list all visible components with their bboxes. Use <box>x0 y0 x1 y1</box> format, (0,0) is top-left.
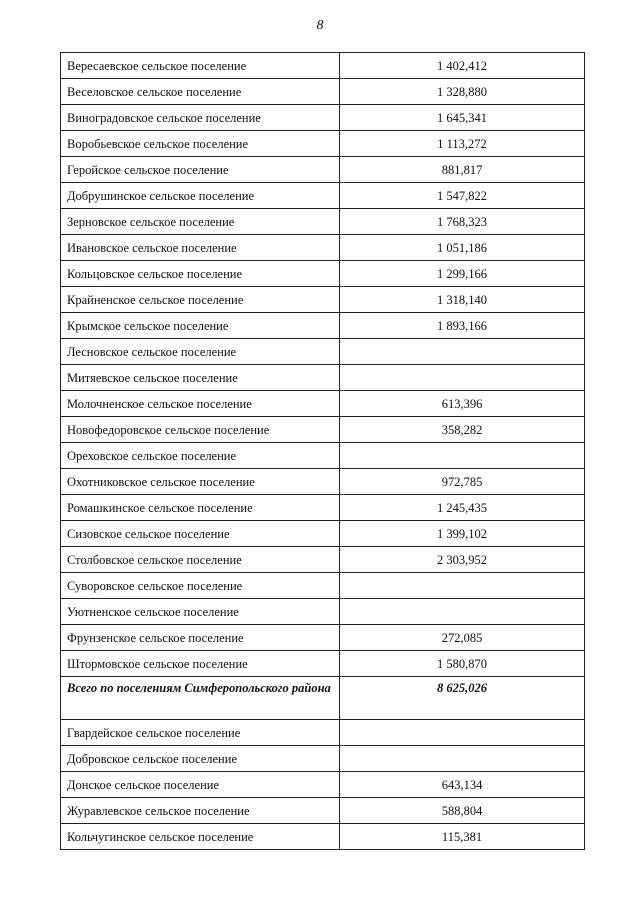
settlement-value <box>340 443 585 469</box>
settlement-value: 1 402,412 <box>340 53 585 79</box>
settlement-value: 1 893,166 <box>340 313 585 339</box>
settlement-value <box>340 746 585 772</box>
settlement-name: Гвардейское сельское поселение <box>61 720 340 746</box>
table-row <box>61 105 585 131</box>
table-row <box>61 131 585 157</box>
settlement-name: Журавлевское сельское поселение <box>61 798 340 824</box>
settlement-name: Крайненское сельское поселение <box>61 287 340 313</box>
settlement-value <box>340 599 585 625</box>
table-row <box>61 235 585 261</box>
settlement-name: Вересаевское сельское поселение <box>61 53 340 79</box>
settlement-name: Столбовское сельское поселение <box>61 547 340 573</box>
settlement-name: Веселовское сельское поселение <box>61 79 340 105</box>
settlement-value: 1 318,140 <box>340 287 585 313</box>
table-row <box>61 720 585 746</box>
settlement-value <box>340 365 585 391</box>
settlement-name: Суворовское сельское поселение <box>61 573 340 599</box>
table-row <box>61 443 585 469</box>
settlement-value: 588,804 <box>340 798 585 824</box>
table-row <box>61 599 585 625</box>
settlement-name: Новофедоровское сельское поселение <box>61 417 340 443</box>
settlements-table <box>60 52 585 850</box>
settlement-value: 1 245,435 <box>340 495 585 521</box>
settlement-value: 1 645,341 <box>340 105 585 131</box>
settlement-value: 1 051,186 <box>340 235 585 261</box>
table-row <box>61 824 585 850</box>
settlement-value: 1 547,822 <box>340 183 585 209</box>
table-row <box>61 339 585 365</box>
settlement-value: 2 303,952 <box>340 547 585 573</box>
settlement-value: 1 768,323 <box>340 209 585 235</box>
settlement-name: Зерновское сельское поселение <box>61 209 340 235</box>
table-row <box>61 313 585 339</box>
table-row <box>61 183 585 209</box>
total-row <box>61 677 585 720</box>
table-row <box>61 547 585 573</box>
settlement-name: Ивановское сельское поселение <box>61 235 340 261</box>
settlement-name: Ореховское сельское поселение <box>61 443 340 469</box>
settlement-value <box>340 720 585 746</box>
settlement-value: 115,381 <box>340 824 585 850</box>
settlement-name: Донское сельское поселение <box>61 772 340 798</box>
settlement-name: Митяевское сельское поселение <box>61 365 340 391</box>
settlement-value: 972,785 <box>340 469 585 495</box>
settlement-name: Добровское сельское поселение <box>61 746 340 772</box>
table-row <box>61 798 585 824</box>
settlement-name: Уютненское сельское поселение <box>61 599 340 625</box>
settlement-name: Фрунзенское сельское поселение <box>61 625 340 651</box>
table-row <box>61 772 585 798</box>
page-number: 8 <box>316 18 324 33</box>
settlement-name: Охотниковское сельское поселение <box>61 469 340 495</box>
table-row <box>61 417 585 443</box>
table-body <box>61 53 585 850</box>
table-row <box>61 651 585 677</box>
table-row <box>61 521 585 547</box>
settlement-name: Молочненское сельское поселение <box>61 391 340 417</box>
settlement-name: Добрушинское сельское поселение <box>61 183 340 209</box>
settlement-name: Штормовское сельское поселение <box>61 651 340 677</box>
settlement-value: 1 328,880 <box>340 79 585 105</box>
table-row <box>61 261 585 287</box>
settlement-value: 1 399,102 <box>340 521 585 547</box>
table-row <box>61 365 585 391</box>
table-row <box>61 573 585 599</box>
table-row <box>61 157 585 183</box>
settlement-value <box>340 573 585 599</box>
table-row <box>61 469 585 495</box>
table-row <box>61 625 585 651</box>
settlement-value: 272,085 <box>340 625 585 651</box>
table-row <box>61 746 585 772</box>
settlement-name: Кольцовское сельское поселение <box>61 261 340 287</box>
settlement-value: 1 299,166 <box>340 261 585 287</box>
settlement-name: Сизовское сельское поселение <box>61 521 340 547</box>
settlement-value: 1 113,272 <box>340 131 585 157</box>
settlement-name: Геройское сельское поселение <box>61 157 340 183</box>
total-label: Всего по поселениям Симферопольского района <box>61 677 340 720</box>
table-row <box>61 53 585 79</box>
settlement-name: Лесновское сельское поселение <box>61 339 340 365</box>
settlement-name: Ромашкинское сельское поселение <box>61 495 340 521</box>
settlement-name: Крымское сельское поселение <box>61 313 340 339</box>
table-row <box>61 287 585 313</box>
settlement-value <box>340 339 585 365</box>
settlement-value: 881,817 <box>340 157 585 183</box>
settlement-name: Кольчугинское сельское поселение <box>61 824 340 850</box>
settlement-name: Воробьевское сельское поселение <box>61 131 340 157</box>
settlement-value: 613,396 <box>340 391 585 417</box>
table-row <box>61 79 585 105</box>
table-row <box>61 495 585 521</box>
settlement-value: 358,282 <box>340 417 585 443</box>
settlement-name: Виноградовское сельское поселение <box>61 105 340 131</box>
settlement-value: 1 580,870 <box>340 651 585 677</box>
table-row <box>61 209 585 235</box>
total-value: 8 625,026 <box>340 677 585 720</box>
settlement-value: 643,134 <box>340 772 585 798</box>
table-row <box>61 391 585 417</box>
